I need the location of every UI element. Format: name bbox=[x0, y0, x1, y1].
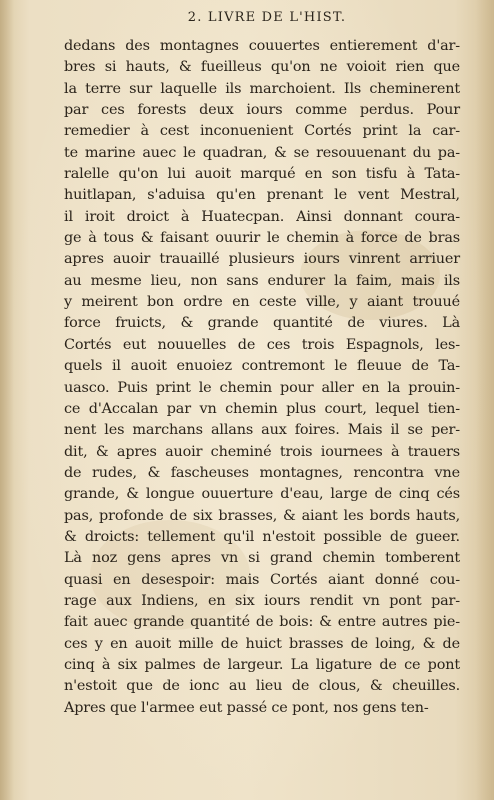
text-line: nent les marchans allans aux foires. Mais il se per- bbox=[64, 422, 460, 439]
text-line: au mesme lieu, non sans endurer la faim, mais ils bbox=[64, 272, 460, 289]
text-line: quels il auoit enuoiez contremont le fleuue de Ta- bbox=[64, 358, 460, 375]
text-line: Cortés eut nouuelles de ces trois Espagnols, les- bbox=[64, 336, 460, 353]
text-line: force fruicts, & grande quantité de viures. Là bbox=[64, 315, 460, 332]
page-edge-shadow bbox=[476, 0, 494, 800]
text-line: uasco. Puis print le chemin pour aller en la prouin- bbox=[64, 379, 460, 396]
text-line: te marine auec le quadran, & se resouuenant du pa- bbox=[64, 144, 460, 161]
text-line: Là noz gens apres vn si grand chemin tomberent bbox=[64, 550, 460, 567]
text-line: ces y en auoit mille de huict brasses de loing, & de bbox=[64, 635, 460, 652]
text-line: rage aux Indiens, en six iours rendit vn pont par- bbox=[64, 592, 460, 609]
text-line: de rudes, & fascheuses montagnes, rencontra vne bbox=[64, 464, 460, 481]
text-line: ce d'Accalan par vn chemin plus court, lequel tien- bbox=[64, 400, 460, 417]
text-line: fait auec grande quantité de bois: & entre autres pie- bbox=[64, 614, 460, 631]
text-line: dit, & apres auoir cheminé trois iournees à trauers bbox=[64, 443, 460, 460]
text-line: dedans des montagnes couuertes entierement d'ar- bbox=[64, 38, 460, 54]
text-line: ge à tous & faisant ouurir le chemin à force de bras bbox=[64, 230, 460, 247]
text-line: quasi en desespoir: mais Cortés aiant donné cou- bbox=[64, 571, 460, 588]
running-head bbox=[0, 10, 494, 25]
text-line: par ces forests deux iours comme perdus. Pour bbox=[64, 102, 460, 119]
text-line: pas, profonde de six brasses, & aiant les bords hauts, bbox=[64, 507, 460, 524]
text-line: huitlapan, s'aduisa qu'en prenant le vent Mestral, bbox=[64, 187, 460, 204]
text-line: y meirent bon ordre en ceste ville, y aiant trouué bbox=[64, 294, 460, 311]
text-line: ralelle qu'on lui auoit marqué en son tisfu à Tata- bbox=[64, 166, 460, 183]
text-line: apres auoir trauaillé plusieurs iours vinrent arriuer bbox=[64, 251, 460, 268]
text-line: n'estoit que de ionc au lieu de clous, & cheuilles. bbox=[64, 678, 460, 695]
text-line: & droicts: tellement qu'il n'estoit possible de gueer. bbox=[64, 528, 460, 545]
text-line: la terre sur laquelle ils marchoient. Ils cheminerent bbox=[64, 80, 460, 97]
text-line: Apres que l'armee eut passé ce pont, nos gens ten- bbox=[64, 699, 429, 716]
running-head-text: 2. LIVRE DE L'HIST. bbox=[187, 10, 347, 25]
text-line: bres si hauts, & fueilleus qu'on ne voioit rien que bbox=[64, 59, 460, 76]
page-gutter-shadow bbox=[0, 0, 14, 800]
body-text bbox=[64, 36, 460, 719]
text-line: il iroit droict à Huatecpan. Ainsi donnant coura- bbox=[64, 208, 460, 225]
text-line: cinq à six palmes de largeur. La ligature de ce pont bbox=[64, 656, 460, 673]
text-line: grande, & longue ouuerture d'eau, large de cinq cés bbox=[64, 486, 460, 503]
text-line: remedier à cest inconuenient Cortés print la car- bbox=[64, 123, 460, 140]
